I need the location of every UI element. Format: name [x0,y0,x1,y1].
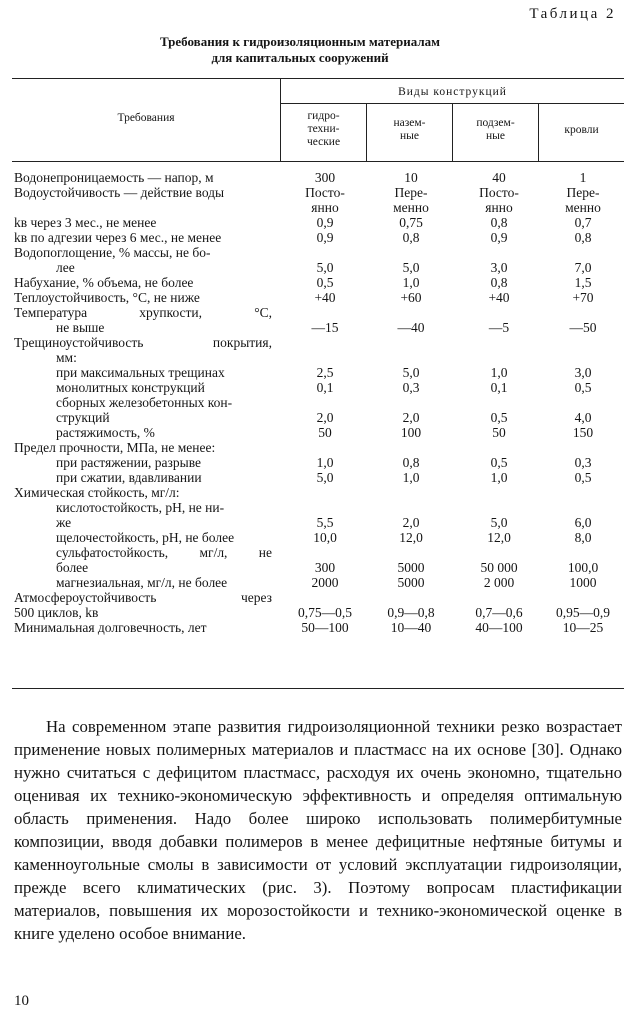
row-value: 1000 [569,575,597,590]
row-label: Химическая стойкость, мг/л: [14,485,180,500]
row-value: 50—100 [301,620,349,635]
row-label: kв через 3 мес., не менее [14,215,157,230]
row-value: 0,8 [402,230,420,245]
row-label: при сжатии, вдавливании [56,470,202,485]
row-label: Минимальная долговечность, лет [14,620,207,635]
table-row [14,230,624,245]
row-value: 0,1 [490,380,508,395]
row-value: 0,3 [402,380,420,395]
row-label: сульфатостойкость, мг/л, не [56,545,272,560]
row-value: 2000 [311,575,339,590]
row-value: —40 [397,320,425,335]
row-value: Пере- [394,185,428,200]
row-value: 100,0 [567,560,599,575]
row-value: 3,0 [574,365,592,380]
table-body [14,170,624,635]
table-header-rule [12,161,624,162]
row-value: 8,0 [574,530,592,545]
row-label: Набухание, % объема, не более [14,275,194,290]
row-value: 0,7—0,6 [475,605,523,620]
row-label: растяжимость, % [56,425,155,440]
row-value: 50 000 [480,560,518,575]
row-value: 10—25 [562,620,604,635]
row-value: 5000 [397,560,425,575]
row-value: 150 [572,425,594,440]
row-value: 40—100 [475,620,523,635]
row-label: Водопоглощение, % массы, не бо- [14,245,211,260]
row-value: 0,1 [316,380,334,395]
header-requirements: Требования [117,112,175,124]
table-row [14,545,624,560]
row-label: магнезиальная, мг/л, не более [56,575,228,590]
page-number: 10 [14,993,29,1009]
row-value: 1,0 [402,275,420,290]
row-value: 1 [579,170,587,185]
row-value: 12,0 [487,530,511,545]
header-col-underground: подзем- ные [476,117,515,142]
table-row [14,575,624,590]
row-value: +70 [572,290,594,305]
table-row [14,290,624,305]
row-value: 5000 [397,575,425,590]
table-row [14,320,624,335]
row-value: 2,0 [402,410,420,425]
row-value: 0,7 [574,215,592,230]
row-value: 0,5 [490,455,508,470]
row-value: 3,0 [490,260,508,275]
row-value: 12,0 [399,530,423,545]
row-value: 2,5 [316,365,334,380]
table-row [14,425,624,440]
table-top-rule [12,78,624,79]
row-label: 500 циклов, kв [14,605,99,620]
row-label: монолитных конструкций [56,380,205,395]
row-value: 5,0 [316,470,334,485]
row-value: 1,0 [402,470,420,485]
table-caption [0,34,600,66]
table-row [14,350,624,365]
row-value: 100 [400,425,422,440]
header-col-roofs: кровли [564,124,599,136]
row-value: 50 [492,425,506,440]
row-label: Водонепроницаемость — напор, м [14,170,214,185]
row-value: 0,8 [490,275,508,290]
table-row [14,590,624,605]
row-value: 1,0 [490,365,508,380]
table-row [14,275,624,290]
table-row [14,215,624,230]
table-row [14,185,624,200]
row-label: кислотостойкость, рН, не ни- [56,500,225,515]
row-value: Посто- [479,185,519,200]
row-value: 7,0 [574,260,592,275]
row-value: 0,95—0,9 [556,605,610,620]
row-value: 0,8 [402,455,420,470]
row-value: 2,0 [402,515,420,530]
row-value: 0,9 [316,215,334,230]
row-value: менно [393,200,429,215]
row-label: же [56,515,72,530]
row-value: 1,5 [574,275,592,290]
row-value: 4,0 [574,410,592,425]
table-row [14,260,624,275]
caption-line-1: Требования к гидроизоляционным материалам [160,34,440,49]
row-value: 6,0 [574,515,592,530]
row-value: Пере- [566,185,600,200]
row-value: 10,0 [313,530,337,545]
row-value: —5 [488,320,510,335]
row-label: kв по адгезии через 6 мес., не менее [14,230,222,245]
row-label: Температура хрупкости, °С, [14,305,272,320]
row-value: +40 [314,290,336,305]
row-value: 5,5 [316,515,334,530]
row-value: 2 000 [483,575,515,590]
row-value: янно [311,200,339,215]
row-value: 5,0 [316,260,334,275]
row-value: 0,9 [316,230,334,245]
table-row [14,560,624,575]
row-value: +40 [488,290,510,305]
row-label: щелочестойкость, рН, не более [56,530,235,545]
row-label: сборных железобетонных кон- [56,395,233,410]
row-label: Трещиноустойчивость покрытия, [14,335,272,350]
row-value: 2,0 [316,410,334,425]
row-value: 0,75 [399,215,423,230]
row-value: —15 [311,320,339,335]
table-row [14,305,624,320]
row-value: 5,0 [490,515,508,530]
table-row [14,485,624,500]
row-value: Посто- [305,185,345,200]
row-label: лее [56,260,75,275]
row-value: 50 [318,425,332,440]
table-row [14,335,624,350]
header-col-hydrotechnical: гидро- техни- ческие [306,110,341,148]
row-value: 0,5 [490,410,508,425]
row-value: 1,0 [316,455,334,470]
row-value: 0,5 [574,380,592,395]
row-label: при максимальных трещинах [56,365,225,380]
table-bottom-rule [12,688,624,689]
row-value: 5,0 [402,365,420,380]
table-row [14,455,624,470]
row-label: мм: [56,350,77,365]
row-label: при растяжении, разрыве [56,455,201,470]
row-value: 10 [404,170,418,185]
table-row [14,500,624,515]
header-construction-types: Виды конструкций [398,86,507,98]
table-number: Таблица 2 [529,6,616,22]
row-value: +60 [400,290,422,305]
caption-line-2: для капитальных сооружений [211,50,389,65]
table-row [14,170,624,185]
row-value: 10—40 [390,620,432,635]
row-value: 1,0 [490,470,508,485]
row-value: 0,75—0,5 [298,605,352,620]
row-value: 300 [314,170,336,185]
row-label: не выше [56,320,105,335]
row-value: 0,8 [574,230,592,245]
row-value: 0,5 [574,470,592,485]
row-value: 0,3 [574,455,592,470]
table-row [14,200,624,215]
row-value: —50 [569,320,597,335]
table-row [14,515,624,530]
table-row [14,620,624,635]
table-row [14,470,624,485]
table-row [14,530,624,545]
body-paragraph: На современном этапе развития гидроизоляционной техники резко возрастает применение новых полимерных материалов и пластмасс на их основе [30]. Однако нужно считаться с дефицитом пластмасс, расходуя их очень экономно, тщательно оценивая их технико-экономическую эффективность и определяя оптимальную область применения. Надо более широко использовать полимербитумные композиции, вводя добавки полимеров в менее дефицитные нефтяные битумы и каменноугольные смолы в зависимости от условий эксплуатации гидроизоляции, прежде всего климатических (рис. 3). Поэтому вопросам пластификации материалов, повышения их морозостойкости и технико-экономической оценке в книге уделено особое внимание. [14,717,622,943]
row-label: Теплоустойчивость, °С, не ниже [14,290,200,305]
row-value: менно [565,200,601,215]
row-label: более [56,560,89,575]
table-row [14,410,624,425]
row-label: Водоустойчивость — действие воды [14,185,225,200]
table-row [14,245,624,260]
row-value: 40 [492,170,506,185]
table-row [14,605,624,620]
row-value: 0,5 [316,275,334,290]
row-value: 0,9—0,8 [387,605,435,620]
table-row [14,380,624,395]
row-value: 300 [314,560,336,575]
row-value: 0,8 [490,215,508,230]
table-row [14,440,624,455]
table-row [14,395,624,410]
row-value: 5,0 [402,260,420,275]
table-row [14,365,624,380]
row-value: 0,9 [490,230,508,245]
row-label: струкций [56,410,110,425]
row-label: Атмосфероустойчивость через [14,590,272,605]
row-value: янно [485,200,513,215]
header-col-aboveground: назем- ные [393,117,426,142]
row-label: Предел прочности, МПа, не менее: [14,440,216,455]
